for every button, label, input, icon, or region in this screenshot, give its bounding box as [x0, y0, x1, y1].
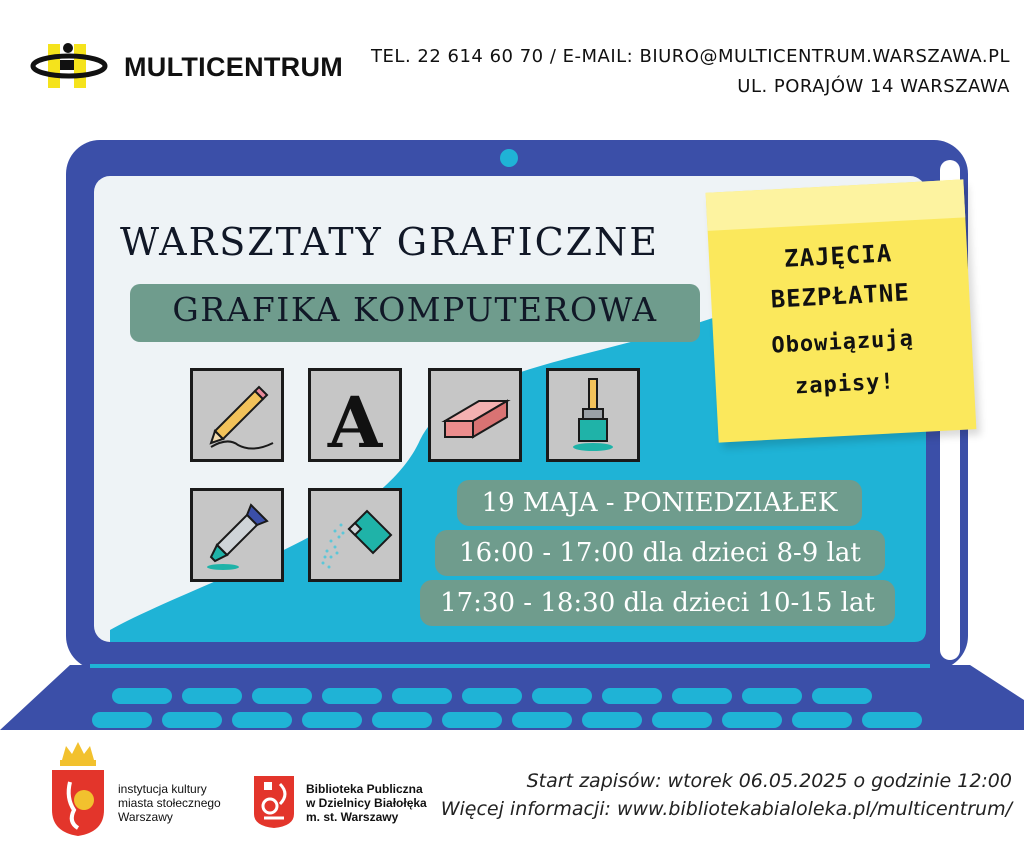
eraser-icon [428, 368, 522, 462]
note-line-free-2: BEZPŁATNE [770, 278, 911, 314]
session-time-2: 17:30 - 18:30 dla dzieci 10-15 lat [420, 580, 895, 626]
library-logo-icon [250, 770, 298, 830]
session-time-1: 16:00 - 17:00 dla dzieci 8-9 lat [435, 530, 885, 576]
text-tool-icon [308, 368, 402, 462]
library-name-label: Biblioteka Publiczna w Dzielnicy Białołęka m. st. Warszawy [306, 782, 427, 824]
contact-address: UL. PORAJÓW 14 WARSZAWA [737, 76, 1010, 97]
svg-text:A: A [327, 381, 383, 459]
brand-name: MULTICENTRUM [124, 52, 344, 82]
camera-icon [500, 149, 518, 167]
paint-brush-icon [546, 368, 640, 462]
note-line-registration: zapisy! [794, 369, 896, 400]
more-info-link[interactable]: Więcej informacji: www.bibliotekabialoleka.pl/multicentrum/ [440, 798, 1012, 820]
note-line-required: Obowiązują [770, 326, 915, 359]
event-date: 19 MAJA - PONIEDZIAŁEK [457, 480, 862, 526]
spray-can-icon [308, 488, 402, 582]
contact-phone-email: TEL. 22 614 60 70 / E-MAIL: BIURO@MULTICENTRUM.WARSZAWA.PL [371, 46, 1010, 67]
eyedropper-icon [190, 488, 284, 582]
workshop-subtitle: GRAFIKA KOMPUTEROWA [172, 290, 658, 329]
note-line-free: ZAJĘCIA [783, 239, 893, 273]
workshop-title: WARSZTATY GRAFICZNE [120, 220, 660, 264]
sticky-note [706, 179, 977, 442]
registration-start: Start zapisów: wtorek 06.05.2025 o godzinie 12:00 [526, 770, 1012, 792]
warsaw-crest-icon [48, 738, 108, 838]
pencil-icon [190, 368, 284, 462]
institution-culture-label: instytucja kultury miasta stołecznego Warszawy [118, 782, 221, 824]
